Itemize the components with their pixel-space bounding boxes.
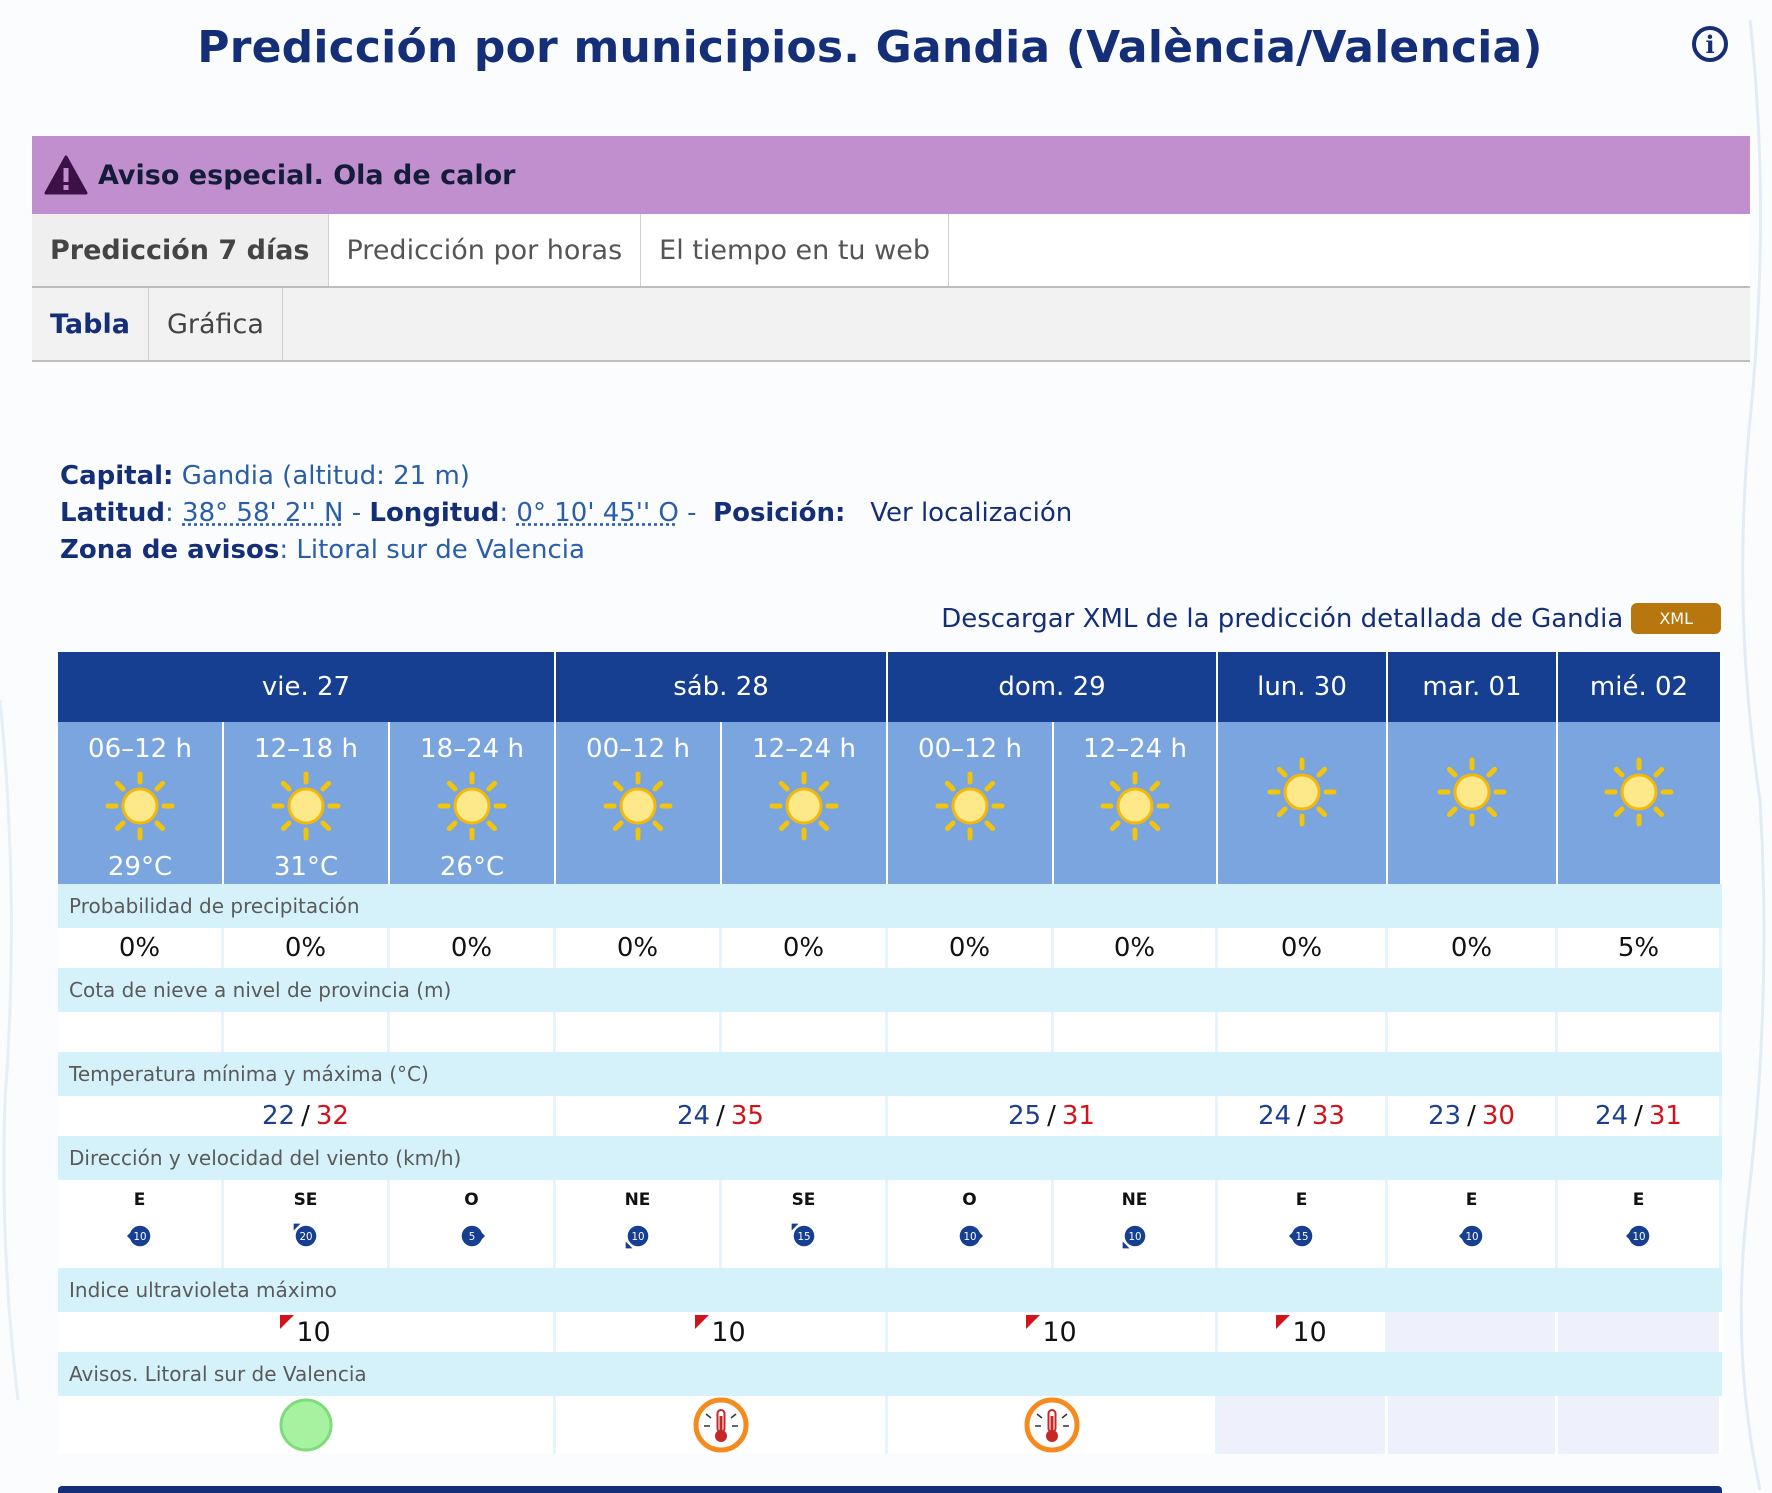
- wind-cell: [1558, 1180, 1722, 1268]
- capital-value: Gandia (altitud: 21 m): [181, 461, 470, 491]
- temp-min: 24: [677, 1101, 711, 1131]
- temp-min: 24: [1258, 1101, 1292, 1131]
- day-header: sáb. 28: [556, 652, 888, 722]
- subtab-grafica[interactable]: Gráfica: [149, 288, 283, 360]
- uv-empty: [1558, 1312, 1722, 1352]
- temp-min-max: [888, 1096, 1218, 1136]
- aviso-cell[interactable]: [888, 1396, 1218, 1454]
- wind-cell: [224, 1180, 390, 1268]
- day-header: mar. 01: [1388, 652, 1558, 722]
- wind-cell: [722, 1180, 888, 1268]
- period-temperature: 29°C: [107, 852, 173, 882]
- uv-value: [58, 1312, 556, 1352]
- period-label: 00–12 h: [918, 734, 1022, 764]
- temp-sep: /: [1047, 1101, 1056, 1131]
- temp-min-max: [1218, 1096, 1388, 1136]
- uv-label-text: Indice ultravioleta máximo: [58, 1268, 1722, 1312]
- period-temperature: 31°C: [273, 852, 339, 882]
- wind-speed-icon: [1278, 1212, 1326, 1260]
- uv-number: 10: [711, 1316, 746, 1348]
- temp-sep: /: [716, 1101, 725, 1131]
- period-cell: [390, 722, 556, 884]
- sun-icon: [1266, 756, 1338, 828]
- tab-prediccion-7-dias[interactable]: Predicción 7 días: [32, 214, 329, 286]
- temp-label-text: Temperatura mínima y máxima (°C): [58, 1052, 1722, 1096]
- period-label: 12–18 h: [254, 734, 358, 764]
- info-icon[interactable]: i: [1692, 26, 1728, 62]
- precip-label-text: Probabilidad de precipitación: [58, 884, 1722, 928]
- precip-value: 0%: [390, 928, 556, 968]
- period-label: 18–24 h: [420, 734, 524, 764]
- period-temperature: 26°C: [439, 852, 505, 882]
- aviso-empty: [1558, 1396, 1722, 1454]
- snow-label: [58, 968, 1722, 1012]
- precip-row: [58, 928, 1722, 968]
- temp-min: 25: [1008, 1101, 1042, 1131]
- period-label: 06–12 h: [88, 734, 192, 764]
- snow-value: [58, 1012, 224, 1052]
- sky-row: [58, 722, 1722, 884]
- temp-sep: /: [1297, 1101, 1306, 1131]
- precip-value: 0%: [1054, 928, 1218, 968]
- capital-label: Capital:: [60, 461, 174, 491]
- snow-value: [888, 1012, 1054, 1052]
- capital-line: [60, 458, 1072, 495]
- position-label: Posición:: [713, 498, 846, 528]
- day-header: lun. 30: [1218, 652, 1388, 722]
- uv-flag-icon: [1276, 1315, 1290, 1329]
- alert-text: Aviso especial. Ola de calor: [98, 159, 516, 191]
- wind-cell: [1054, 1180, 1218, 1268]
- wind-speed-icon: [614, 1212, 662, 1260]
- day-header-row: [58, 652, 1722, 722]
- wind-speed-icon: [1111, 1212, 1159, 1260]
- avisos-label: [58, 1352, 1722, 1396]
- sun-icon: [934, 770, 1006, 842]
- warning-triangle-icon: [44, 155, 88, 195]
- uv-label: [58, 1268, 1722, 1312]
- wind-speed: 10: [132, 1231, 147, 1244]
- precip-value: 0%: [58, 928, 224, 968]
- wind-speed-icon: [448, 1212, 496, 1260]
- precip-value: 0%: [556, 928, 722, 968]
- precip-value: 0%: [224, 928, 390, 968]
- sun-icon: [104, 770, 176, 842]
- main-tabs: [32, 214, 1750, 288]
- temp-min: 22: [262, 1101, 296, 1131]
- xml-badge-button[interactable]: XML: [1631, 603, 1721, 634]
- temp-max: 33: [1311, 1101, 1345, 1131]
- wind-speed: 10: [630, 1231, 645, 1244]
- wind-speed: 5: [468, 1231, 475, 1244]
- aviso-cell[interactable]: [58, 1396, 556, 1454]
- wind-cell: [556, 1180, 722, 1268]
- day-header: dom. 29: [888, 652, 1218, 722]
- period-label: 12–24 h: [1083, 734, 1187, 764]
- uv-flag-icon: [1026, 1315, 1040, 1329]
- temp-min-max: [1558, 1096, 1722, 1136]
- temp-sep: /: [301, 1101, 310, 1131]
- wind-cell: [888, 1180, 1054, 1268]
- snow-value: [722, 1012, 888, 1052]
- heat-warning-icon[interactable]: [1023, 1396, 1081, 1454]
- zone-value: Litoral sur de Valencia: [296, 535, 585, 565]
- period-cell: [58, 722, 224, 884]
- precip-value: 5%: [1558, 928, 1722, 968]
- period-cell: [888, 722, 1054, 884]
- period-cell: [722, 722, 888, 884]
- day-header: mié. 02: [1558, 652, 1722, 722]
- wind-speed: 10: [1631, 1231, 1646, 1244]
- coordinates-line: Latitud: 38° 58' 2'' N - Longitud: 0° 10' 45'' O - Posición: Ver localización: [60, 498, 1073, 528]
- precip-value: 0%: [1388, 928, 1558, 968]
- wind-cell: [1218, 1180, 1388, 1268]
- uv-value: [556, 1312, 888, 1352]
- bottom-bar: [58, 1486, 1722, 1493]
- wind-direction: E: [133, 1190, 146, 1210]
- wind-speed: 20: [298, 1231, 313, 1244]
- precip-value: 0%: [1218, 928, 1388, 968]
- ver-localizacion-link[interactable]: Ver localización: [870, 498, 1073, 528]
- temp-min-max: [556, 1096, 888, 1136]
- wind-row: [58, 1180, 1722, 1268]
- uv-flag-icon: [280, 1315, 294, 1329]
- snow-value: [1558, 1012, 1722, 1052]
- precip-value: 0%: [722, 928, 888, 968]
- temp-sep: /: [1634, 1101, 1643, 1131]
- temp-min-max: [1388, 1096, 1558, 1136]
- wind-cell: [1388, 1180, 1558, 1268]
- uv-row: [58, 1312, 1722, 1352]
- period-cell: [556, 722, 722, 884]
- tab-prediccion-por-horas[interactable]: Predicción por horas: [329, 214, 642, 286]
- period-cell: [224, 722, 390, 884]
- snow-value: [556, 1012, 722, 1052]
- uv-flag-icon: [695, 1315, 709, 1329]
- subtab-tabla[interactable]: Tabla: [32, 288, 149, 360]
- page-title: Predicción por municipios. Gandia (València/Valencia): [197, 22, 1543, 73]
- xml-download-link[interactable]: Descargar XML de la predicción detallada de Gandia: [941, 603, 1624, 634]
- location-info: [60, 458, 1072, 569]
- aviso-cell[interactable]: [556, 1396, 888, 1454]
- wind-speed-icon: [1448, 1212, 1496, 1260]
- wind-label-text: Dirección y velocidad del viento (km/h): [58, 1136, 1722, 1180]
- temp-label: [58, 1052, 1722, 1096]
- wind-cell: [58, 1180, 224, 1268]
- sun-icon: [1099, 770, 1171, 842]
- temp-min-max: [58, 1096, 556, 1136]
- sun-icon: [436, 770, 508, 842]
- uv-empty: [1388, 1312, 1558, 1352]
- view-subtabs: [32, 288, 1750, 362]
- wind-direction: SE: [293, 1190, 318, 1210]
- wind-direction: E: [1295, 1190, 1308, 1210]
- uv-number: 10: [1042, 1316, 1077, 1348]
- xml-download: [941, 603, 1721, 634]
- wind-speed-icon: [116, 1212, 164, 1260]
- wind-direction: SE: [791, 1190, 816, 1210]
- sun-icon: [768, 770, 840, 842]
- uv-number: 10: [1292, 1316, 1327, 1348]
- precip-value: 0%: [888, 928, 1054, 968]
- period-cell: [1218, 722, 1388, 884]
- uv-value: [888, 1312, 1218, 1352]
- period-cell: [1558, 722, 1722, 884]
- temp-row: [58, 1096, 1722, 1136]
- temp-min: 24: [1595, 1101, 1629, 1131]
- wind-direction: NE: [624, 1190, 651, 1210]
- temp-max: 31: [1061, 1101, 1095, 1131]
- snow-value: [390, 1012, 556, 1052]
- wind-speed-icon: [946, 1212, 994, 1260]
- period-label: 00–12 h: [586, 734, 690, 764]
- period-label: 12–24 h: [752, 734, 856, 764]
- uv-value: [1218, 1312, 1388, 1352]
- snow-value: [1054, 1012, 1218, 1052]
- latitude-value: 38° 58' 2'' N: [182, 498, 344, 528]
- wind-speed-icon: [282, 1212, 330, 1260]
- sun-icon: [1603, 756, 1675, 828]
- wind-speed: 10: [1127, 1231, 1142, 1244]
- avisos-row: [58, 1396, 1722, 1454]
- temp-max: 30: [1481, 1101, 1515, 1131]
- wind-direction: NE: [1121, 1190, 1148, 1210]
- period-cell: [1388, 722, 1558, 884]
- zone-line: Zona de avisos: Litoral sur de Valencia: [60, 535, 585, 565]
- wind-speed-icon: [780, 1212, 828, 1260]
- wind-direction: E: [1632, 1190, 1645, 1210]
- temp-max: 32: [315, 1101, 349, 1131]
- heat-warning-icon[interactable]: [692, 1396, 750, 1454]
- sun-icon: [270, 770, 342, 842]
- wind-direction: E: [1465, 1190, 1478, 1210]
- latitude-label: Latitud: [60, 498, 166, 528]
- temp-max: 35: [730, 1101, 764, 1131]
- sun-icon: [602, 770, 674, 842]
- wind-cell: [390, 1180, 556, 1268]
- wind-speed-icon: [1615, 1212, 1663, 1260]
- uv-number: 10: [296, 1316, 331, 1348]
- snow-value: [224, 1012, 390, 1052]
- wind-speed: 15: [1294, 1231, 1309, 1244]
- wind-speed: 15: [796, 1231, 811, 1244]
- zone-label: Zona de avisos: [60, 535, 280, 565]
- wind-label: [58, 1136, 1722, 1180]
- snow-row: [58, 1012, 1722, 1052]
- longitude-label: Longitud: [369, 498, 500, 528]
- tab-tiempo-en-tu-web[interactable]: El tiempo en tu web: [641, 214, 949, 286]
- longitude-value: 0° 10' 45'' O: [516, 498, 679, 528]
- green-level-icon[interactable]: [277, 1396, 335, 1454]
- wind-speed: 10: [1464, 1231, 1479, 1244]
- snow-label-text: Cota de nieve a nivel de provincia (m): [58, 968, 1722, 1012]
- precip-label: [58, 884, 1722, 928]
- aviso-empty: [1218, 1396, 1388, 1454]
- temp-min: 23: [1428, 1101, 1462, 1131]
- wind-direction: O: [464, 1190, 479, 1210]
- snow-value: [1388, 1012, 1558, 1052]
- snow-value: [1218, 1012, 1388, 1052]
- heat-alert-banner[interactable]: [32, 136, 1750, 214]
- period-cell: [1054, 722, 1218, 884]
- avisos-label-text: Avisos. Litoral sur de Valencia: [58, 1352, 1722, 1396]
- wind-speed: 10: [962, 1231, 977, 1244]
- sun-icon: [1436, 756, 1508, 828]
- wind-direction: O: [962, 1190, 977, 1210]
- temp-max: 31: [1648, 1101, 1682, 1131]
- temp-sep: /: [1467, 1101, 1476, 1131]
- aviso-empty: [1388, 1396, 1558, 1454]
- day-header: vie. 27: [58, 652, 556, 722]
